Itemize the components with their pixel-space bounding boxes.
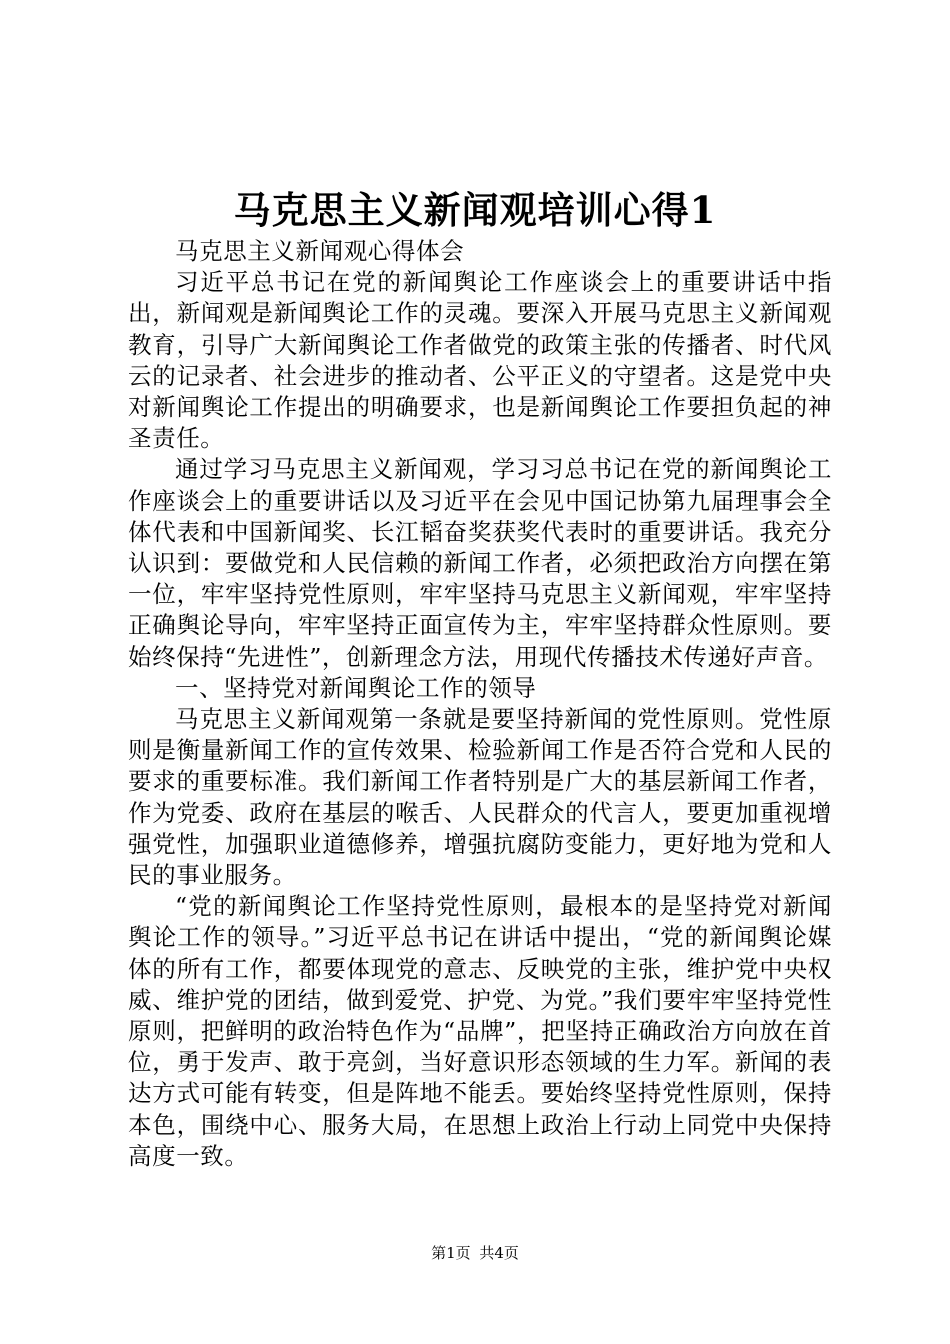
- page-number-current: 第1页: [431, 1244, 471, 1262]
- document-body: [128, 236, 832, 1172]
- section-heading-1: 一、坚持党对新闻舆论工作的领导: [175, 673, 537, 702]
- document-subtitle: 马克思主义新闻观心得体会: [175, 237, 465, 265]
- paragraph-3: 马克思主义新闻观第一条就是要坚持新闻的党性原则。党性原则是衡量新闻工作的宣传效果、检验新闻工作是否符合党和人民的要求的重要标准。我们新闻工作者特别是广大的基层新闻工作者，作为党委、政府在基层的喉舌、人民群众的代言人，要更加重视增强党性，加强职业道德修养，增强抗腐防变能力，更好地为党和人民的事业服务。: [128, 705, 832, 890]
- paragraph-1: 习近平总书记在党的新闻舆论工作座谈会上的重要讲话中指出，新闻观是新闻舆论工作的灵魂。要深入开展马克思主义新闻观教育，引导广大新闻舆论工作者做党的政策主张的传播者、时代风云的记录者、社会进步的推动者、公平正义的守望者。这是党中央对新闻舆论工作提出的明确要求，也是新闻舆论工作要担负起的神圣责任。: [128, 268, 832, 453]
- document-title: 马克思主义新闻观培训心得1: [233, 188, 717, 232]
- page-footer: [0, 1242, 950, 1264]
- paragraph-4: “党的新闻舆论工作坚持党性原则，最根本的是坚持党对新闻舆论工作的领导。”习近平总书记在讲话中提出，“党的新闻舆论媒体的所有工作，都要体现党的意志、反映党的主张，维护党中央权威、维护党的团结，做到爱党、护党、为党。”我们要牢牢坚持党性原则，把鲜明的政治特色作为“品牌”，把坚持正确政治方向放在首位，勇于发声、敢于亮剑，当好意识形态领域的生力军。新闻的表达方式可能有转变，但是阵地不能丢。要始终坚持党性原则，保持本色，围绕中心、服务大局，在思想上政治上行动上同党中央保持高度一致。: [128, 892, 832, 1170]
- paragraph-2: 通过学习马克思主义新闻观，学习习总书记在党的新闻舆论工作座谈会上的重要讲话以及习近平在会见中国记协第九届理事会全体代表和中国新闻奖、长江韬奋奖获奖代表时的重要讲话。我充分认识到：要做党和人民信赖的新闻工作者，必须把政治方向摆在第一位，牢牢坚持党性原则，牢牢坚持马克思主义新闻观，牢牢坚持正确舆论导向，牢牢坚持正面宣传为主，牢牢坚持群众性原则。要始终保持“先进性”，创新理念方法，用现代传播技术传递好声音。: [128, 455, 832, 671]
- page-number-total: 共4页: [479, 1244, 519, 1262]
